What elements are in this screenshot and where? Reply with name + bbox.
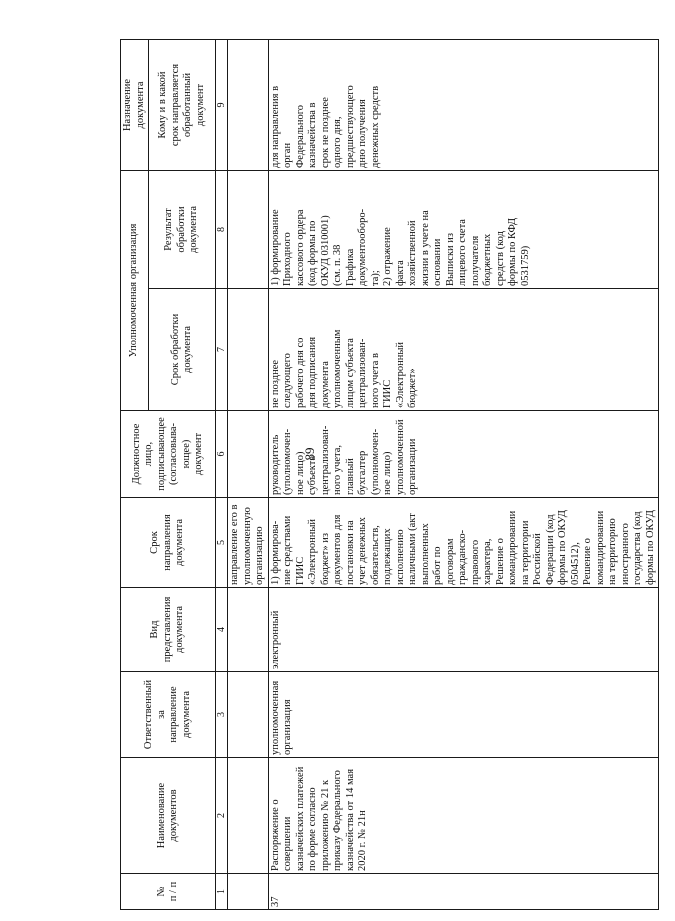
header-form: Вид представления документа [121, 588, 216, 672]
row-responsible: уполномоченная организация [268, 672, 659, 758]
cont-cell-1 [228, 874, 269, 910]
row-official: руководитель (уполномочен- ное лицо) субъекта централизован- ного учета, главный бухгалтер (уполномочен- ное лицо) уполномоченной организации [268, 411, 659, 498]
cont-cell-4 [228, 588, 269, 672]
cont-cell-8 [228, 171, 269, 289]
header-no: № п / п [121, 874, 216, 910]
row-form: электронный [268, 588, 659, 672]
row-purpose: для направления в орган Федерального казначейства в срок не позднее одного дня, предшествующего дню получения денежных средств [268, 40, 659, 171]
header-name: Наименование документов [121, 758, 216, 874]
col-num-8: 8 [216, 171, 228, 289]
rotated-table-container [120, 40, 675, 910]
row-proc-term: не позднее следующего рабочего дня со дня подписания документа уполномоченным лицом субъекта централизован- ного учета в ГИИС «Электронный бюджет» [268, 289, 659, 411]
col-num-9: 9 [216, 40, 228, 171]
row-no: 37 [268, 874, 659, 910]
cont-cell-term: направление его в уполномоченную организацию [228, 498, 269, 588]
document-flow-table [120, 39, 659, 910]
header-responsible: Ответственный за направление документа [121, 672, 216, 758]
header-term: Срок направления документа [121, 498, 216, 588]
cont-cell-7 [228, 289, 269, 411]
continuation-row [228, 40, 269, 910]
col-num-1: 1 [216, 874, 228, 910]
header-org-group: Уполномоченная организация [121, 171, 149, 411]
header-purpose-group: Назначение документа [121, 40, 149, 171]
col-num-6: 6 [216, 411, 228, 498]
header-row-1 [121, 40, 149, 910]
column-numbers-row [216, 40, 228, 910]
col-num-5: 5 [216, 498, 228, 588]
col-num-3: 3 [216, 672, 228, 758]
cont-cell-9 [228, 40, 269, 171]
col-num-4: 4 [216, 588, 228, 672]
row-term: 1) формирова- ние средствами ГИИС «Электронный бюджет» из документов для постановки на учет денежных обязательств, подлежащих исполнению наличными (акт выполненных работ по договорам гражданско- правового характера, Решение о командировании на территории Российской Федерации (код формы по ОКУД 0504512), Решение о командировании на территорию иностранного государства (код формы по ОКУД [268, 498, 659, 588]
cont-cell-6 [228, 411, 269, 498]
page-number: 89 [302, 447, 317, 461]
header-purpose: Кому и в какой срок направляется обработанный документ [149, 40, 216, 171]
col-num-7: 7 [216, 289, 228, 411]
row-result: 1) формирование Приходного кассового ордера (код формы по ОКУД 0310001) (см. п. 38 Графика документооборо- та); 2) отражение факта хозяйственной жизни в учете на основании Выписки из лицевого счета получателя бюджетных средств (код формы по КФД 0531759) [268, 171, 659, 289]
header-result: Результат обработки документа [149, 171, 216, 289]
header-official: Должностное лицо, подписывающее (согласовыва- ющее) документ [121, 411, 216, 498]
cont-cell-3 [228, 672, 269, 758]
cont-cell-2 [228, 758, 269, 874]
table-row-37 [268, 40, 659, 910]
header-proc-term: Срок обработки документа [149, 289, 216, 411]
col-num-2: 2 [216, 758, 228, 874]
row-name: Распоряжение о совершении казначейских платежей по форме согласно приложению № 21 к приказу Федерального казначейства от 14 мая 2020 г. № 21н [268, 758, 659, 874]
